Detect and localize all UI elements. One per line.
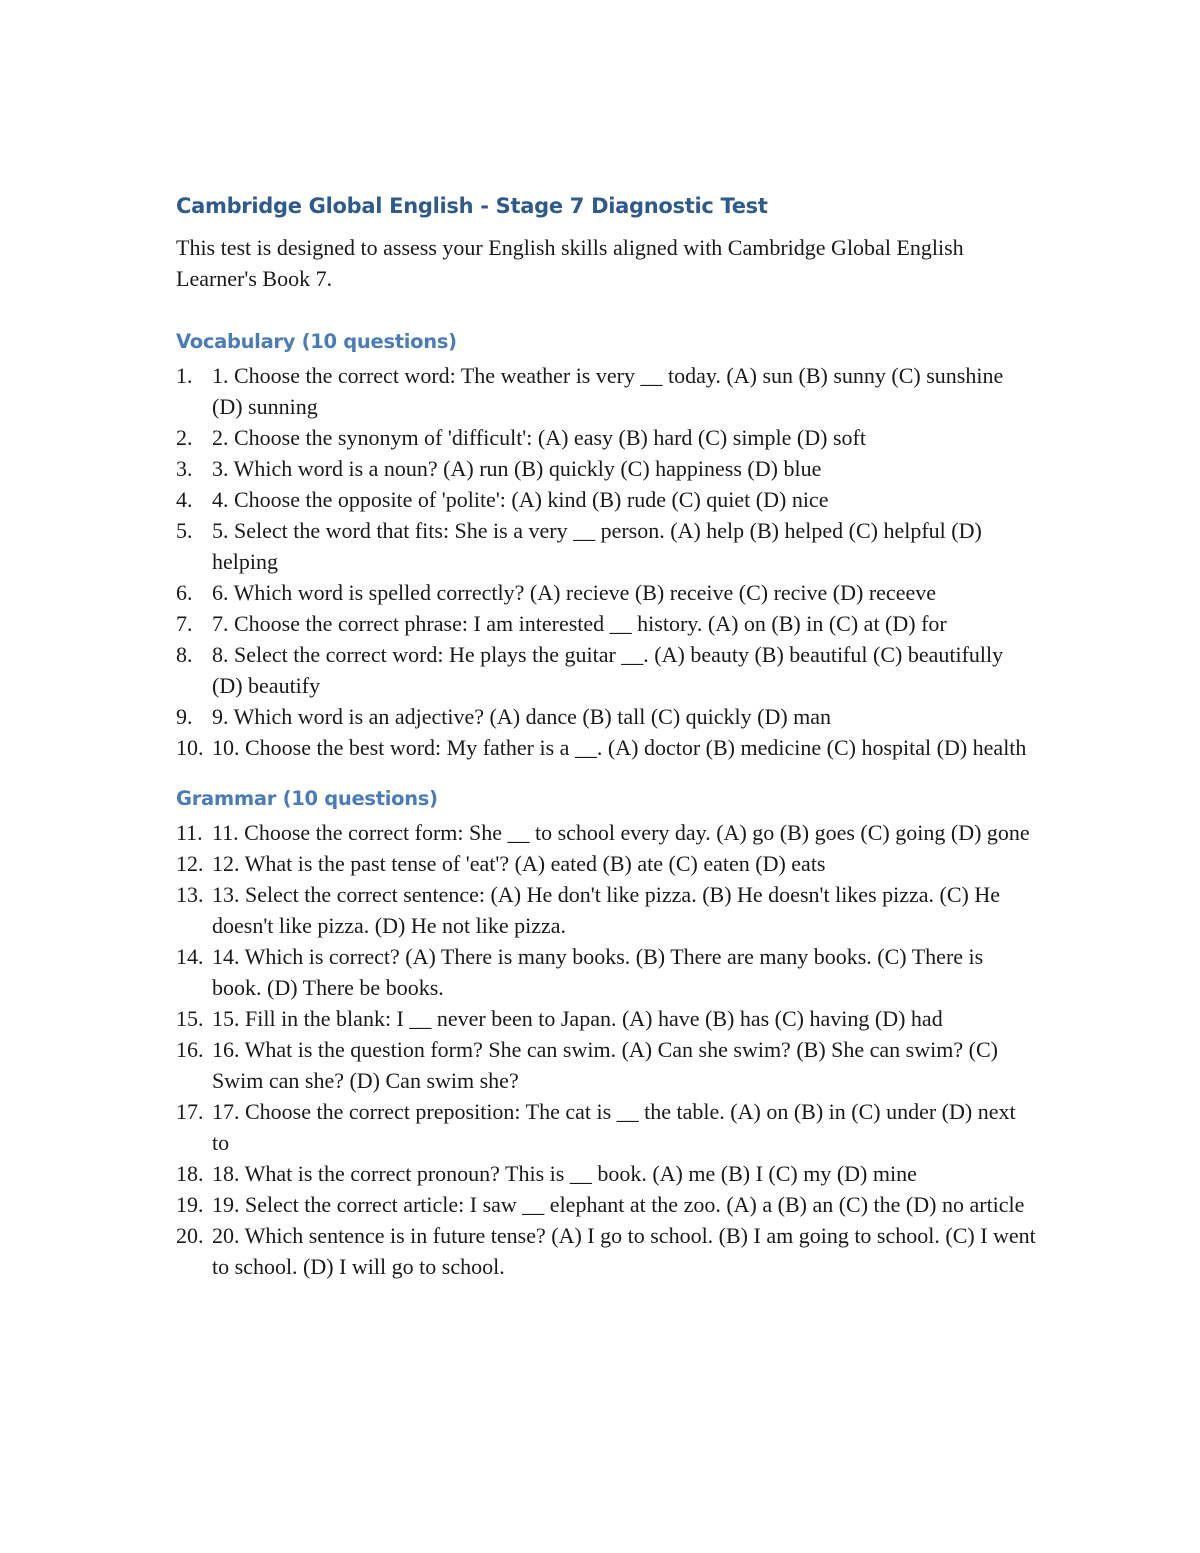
question-text: 1. Choose the correct word: The weather is very __ today. (A) sun (B) sunny (C) sunshine (D) sunning — [212, 363, 1004, 419]
question-number: 17. — [176, 1099, 204, 1124]
question-item — [176, 879, 1036, 941]
question-text: 15. Fill in the blank: I __ never been to Japan. (A) have (B) has (C) having (D) had — [212, 1006, 943, 1031]
question-item — [176, 1096, 1036, 1158]
question-item — [176, 608, 1036, 639]
question-text: 13. Select the correct sentence: (A) He don't like pizza. (B) He doesn't likes pizza. (C) He doesn't like pizza. (D) He not like pizza. — [212, 882, 1001, 938]
document-body — [176, 190, 1036, 1302]
question-item — [176, 1158, 1036, 1189]
question-item — [176, 817, 1036, 848]
question-text: 6. Which word is spelled correctly? (A) recieve (B) receive (C) recive (D) receeve — [212, 580, 936, 605]
question-text: 16. What is the question form? She can swim. (A) Can she swim? (B) She can swim? (C) Swim can she? (D) Can swim she? — [212, 1037, 998, 1093]
question-item — [176, 422, 1036, 453]
question-text: 7. Choose the correct phrase: I am interested __ history. (A) on (B) in (C) at (D) for — [212, 611, 947, 636]
question-text: 8. Select the correct word: He plays the guitar __. (A) beauty (B) beautiful (C) beautifully (D) beautify — [212, 642, 1004, 698]
question-number: 15. — [176, 1006, 204, 1031]
question-number: 14. — [176, 944, 204, 969]
question-text: 10. Choose the best word: My father is a __. (A) doctor (B) medicine (C) hospital (D) health — [212, 735, 1027, 760]
question-text: 5. Select the word that fits: She is a very __ person. (A) help (B) helped (C) helpful (D) helping — [212, 518, 982, 574]
question-item — [176, 848, 1036, 879]
question-item — [176, 732, 1036, 763]
question-item — [176, 453, 1036, 484]
question-number: 3. — [176, 456, 193, 481]
question-number: 13. — [176, 882, 204, 907]
question-number: 2. — [176, 425, 193, 450]
section-heading-grammar: Grammar (10 questions) — [176, 787, 438, 810]
question-number: 12. — [176, 851, 204, 876]
question-number: 19. — [176, 1192, 204, 1217]
question-number: 11. — [176, 820, 203, 845]
question-number: 6. — [176, 580, 193, 605]
section-heading-vocabulary: Vocabulary (10 questions) — [176, 330, 457, 353]
question-text: 12. What is the past tense of 'eat'? (A) eated (B) ate (C) eaten (D) eats — [212, 851, 826, 876]
question-number: 20. — [176, 1223, 204, 1248]
question-text: 19. Select the correct article: I saw __ elephant at the zoo. (A) a (B) an (C) the (D) no article — [212, 1192, 1025, 1217]
question-item — [176, 577, 1036, 608]
question-number: 9. — [176, 704, 193, 729]
question-text: 9. Which word is an adjective? (A) dance (B) tall (C) quickly (D) man — [212, 704, 832, 729]
question-number: 1. — [176, 363, 193, 388]
question-number: 10. — [176, 735, 204, 760]
question-item — [176, 1220, 1036, 1282]
question-list-grammar — [176, 817, 1036, 1282]
question-number: 4. — [176, 487, 193, 512]
question-number: 8. — [176, 642, 193, 667]
question-item — [176, 701, 1036, 732]
question-text: 4. Choose the opposite of 'polite': (A) kind (B) rude (C) quiet (D) nice — [212, 487, 829, 512]
question-item — [176, 1189, 1036, 1220]
question-text: 11. Choose the correct form: She __ to school every day. (A) go (B) goes (C) going (D) gone — [212, 820, 1030, 845]
question-text: 3. Which word is a noun? (A) run (B) quickly (C) happiness (D) blue — [212, 456, 822, 481]
question-text: 2. Choose the synonym of 'difficult': (A) easy (B) hard (C) simple (D) soft — [212, 425, 866, 450]
question-number: 16. — [176, 1037, 204, 1062]
question-number: 5. — [176, 518, 193, 543]
question-item — [176, 1034, 1036, 1096]
question-item — [176, 515, 1036, 577]
question-item — [176, 360, 1036, 422]
question-number: 18. — [176, 1161, 204, 1186]
intro-paragraph: This test is designed to assess your English skills aligned with Cambridge Global English Learner's Book 7. — [176, 235, 964, 291]
question-text: 20. Which sentence is in future tense? (A) I go to school. (B) I am going to school. (C) I went to school. (D) I will go to school. — [212, 1223, 1036, 1279]
question-number: 7. — [176, 611, 193, 636]
question-text: 14. Which is correct? (A) There is many books. (B) There are many books. (C) There is book. (D) There be books. — [212, 944, 984, 1000]
question-item — [176, 941, 1036, 1003]
document-title: Cambridge Global English - Stage 7 Diagnostic Test — [176, 194, 768, 218]
question-text: 18. What is the correct pronoun? This is __ book. (A) me (B) I (C) my (D) mine — [212, 1161, 917, 1186]
question-item — [176, 484, 1036, 515]
question-text: 17. Choose the correct preposition: The cat is __ the table. (A) on (B) in (C) under (D) next to — [212, 1099, 1016, 1155]
question-list-vocabulary — [176, 360, 1036, 763]
question-item — [176, 639, 1036, 701]
question-item — [176, 1003, 1036, 1034]
